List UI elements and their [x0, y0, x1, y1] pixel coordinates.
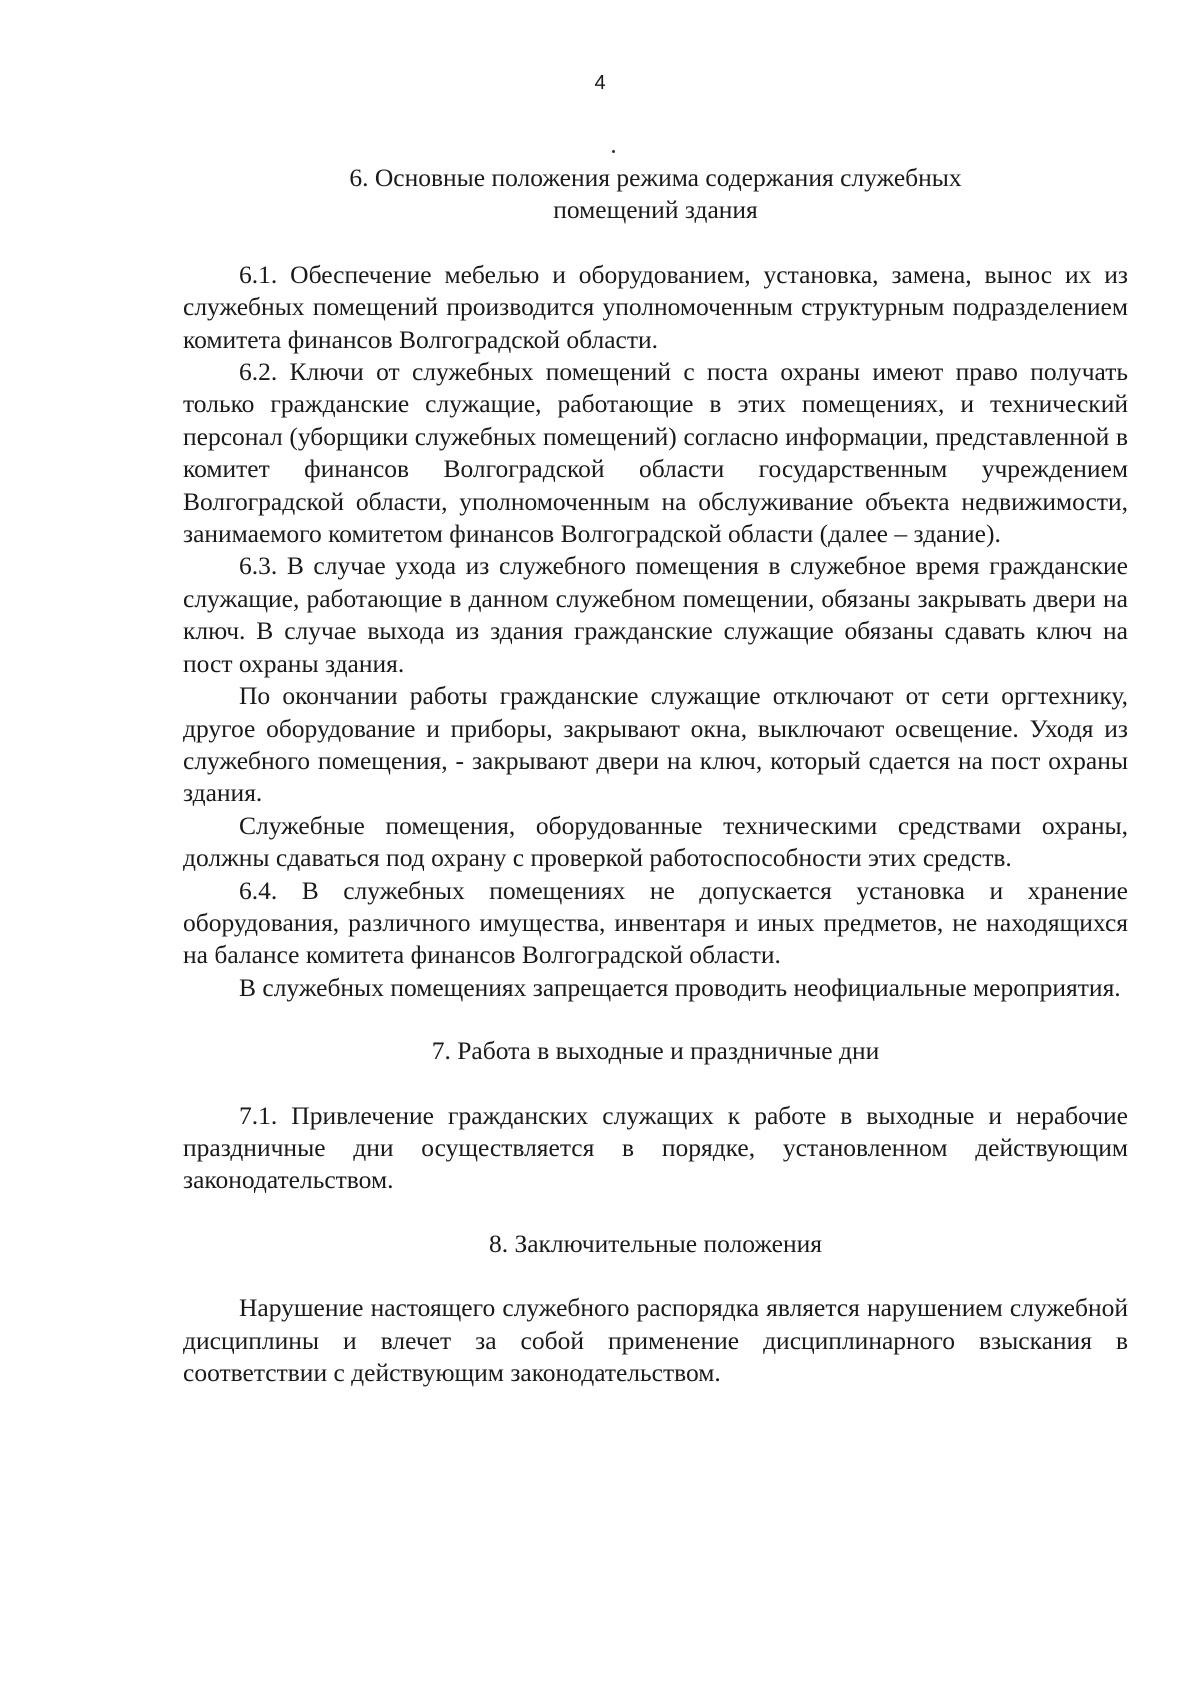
section-heading: [183, 1035, 1128, 1067]
paragraph: 6.4. В служебных помещениях не допускается установка и хранение оборудования, различного имущества, инвентаря и иных предметов, не находящихся на балансе комитета финансов Волгоградской области.: [183, 875, 1128, 970]
paragraph: 7.1. Привлечение гражданских служащих к работе в выходные и нерабочие праздничные дни осуществляется в порядке, установленном действующим законодательством.: [183, 1100, 1128, 1195]
heading-line: помещений здания: [553, 195, 758, 225]
scan-dot-mark: [612, 150, 615, 153]
heading-line: 7. Работа в выходные и праздничные дни: [431, 1036, 880, 1066]
paragraph: 6.1. Обеспечение мебелью и оборудованием, установка, замена, вынос их из служебных помещений производится уполномоченным структурным подразделением комитета финансов Волгоградской области.: [183, 259, 1128, 354]
heading-line: 6. Основные положения режима содержания служебных: [349, 163, 962, 192]
section-6: [183, 162, 1128, 1004]
paragraph: По окончании работы гражданские служащие отключают от сети оргтехнику, другое оборудование и приборы, закрывают окна, выключают освещение. Уходя из служебного помещения, - закрывают двери на ключ, который сдается на пост охраны здания.: [183, 681, 1128, 808]
section-heading: [183, 1228, 1128, 1260]
section-7: [183, 1035, 1128, 1197]
page-number: 4: [594, 72, 606, 94]
section-8: [183, 1228, 1128, 1390]
paragraph: Нарушение настоящего служебного распорядка является нарушением служебной дисциплины и влечет за собой применение дисциплинарного взыскания в соответствии с действующим законодательством.: [183, 1293, 1128, 1387]
paragraph: Служебные помещения, оборудованные техническими средствами охраны, должны сдаваться под охрану с проверкой работоспособности этих средств.: [183, 810, 1128, 873]
heading-line: 8. Заключительные положения: [488, 1228, 823, 1258]
paragraph: 6.3. В случае ухода из служебного помещения в служебное время гражданские служащие, работающие в данном служебном помещении, обязаны закрывать двери на ключ. В случае выхода из здания гражданские служащие обязаны сдавать ключ на пост охраны здания.: [183, 551, 1128, 678]
document-body: [183, 162, 1128, 1389]
section-heading: [183, 162, 1128, 227]
paragraph: В служебных помещениях запрещается проводить неофициальные мероприятия.: [239, 972, 1121, 1002]
paragraph: 6.2. Ключи от служебных помещений с поста охраны имеют право получать только гражданские служащие, работающие в этих помещениях, и технический персонал (уборщики служебных помещений) согласно информации, представленной в комитет финансов Волгоградской области государственным учреждением Волгоградской области, уполномоченным на обслуживание объекта недвижимости, занимаемого комитетом финансов Волгоградской области (далее – здание).: [183, 357, 1128, 549]
